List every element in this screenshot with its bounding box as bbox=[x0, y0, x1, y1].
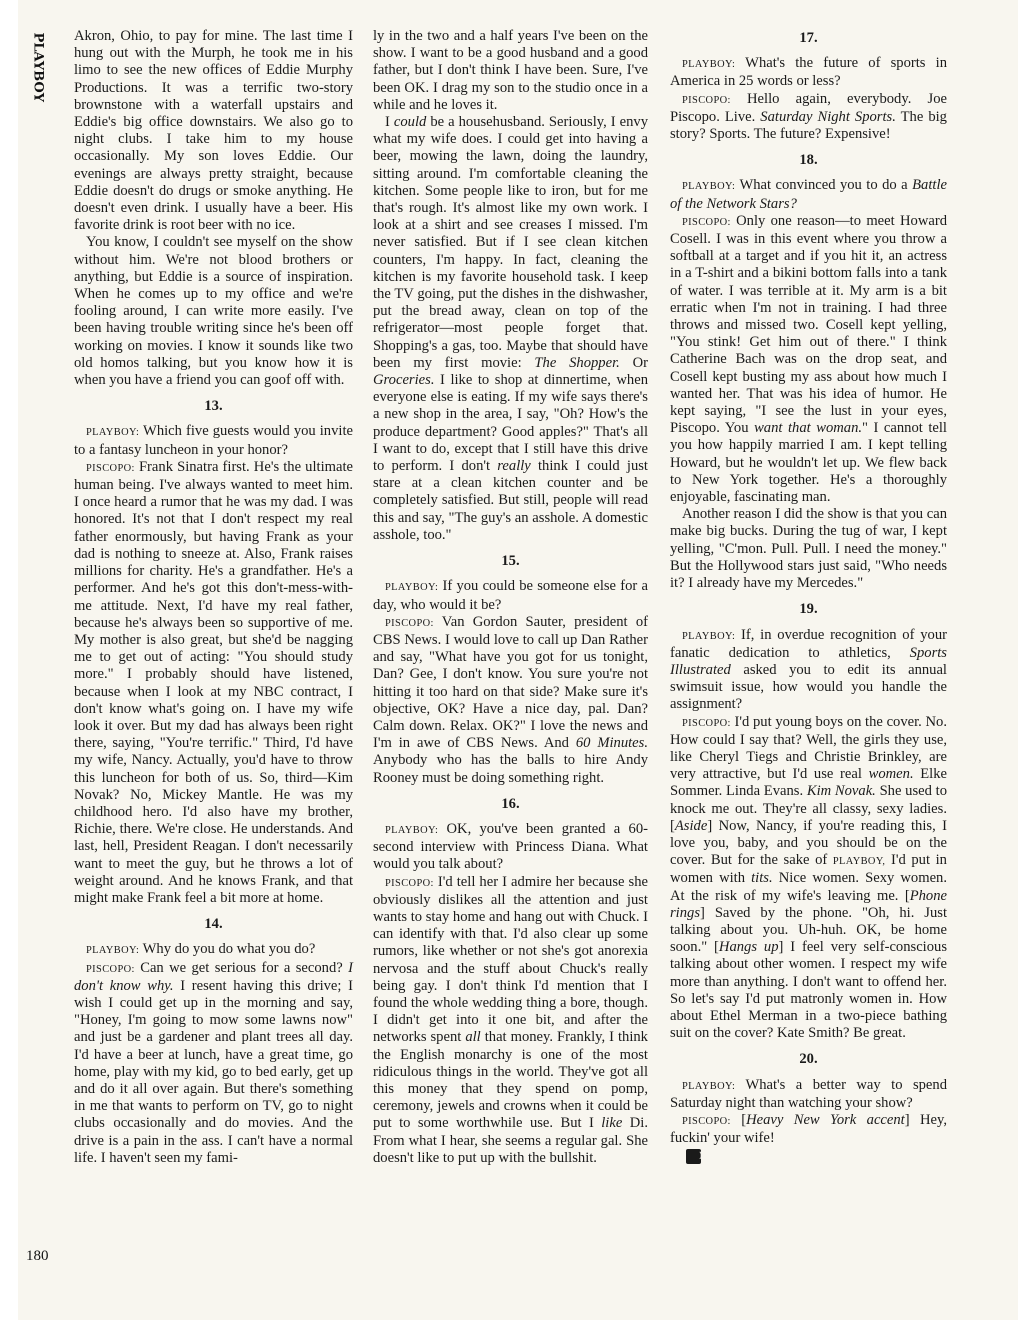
text: I like to shop at dinnertime, when everyone else is eating. If my wife says there's a new shop in the area, I say, "Oh? How's the produce department? Good apples?" That's all I want to do, except that I still have this drive to perform. I don't bbox=[373, 372, 648, 475]
question-text: What convinced you to do a bbox=[739, 177, 908, 194]
question-text: If you could be someone else for a day, who would it be? bbox=[373, 578, 648, 613]
answer-italic: Heavy New York accent bbox=[746, 1111, 905, 1128]
paragraph: Another reason I did the show is that you can make big bucks. During the tug of war, I kept yelling, "C'mon. Pull. Pull. I need the money." But the Hollywood stars just said, "Who needs it? I already have my Mercedes." bbox=[670, 506, 947, 592]
answer-italic: women. bbox=[868, 766, 914, 783]
answer-16 bbox=[373, 874, 648, 1167]
answer-text: Anybody who has the balls to hire Andy Rooney must be doing something right. bbox=[373, 752, 648, 786]
magazine-side-label bbox=[26, 32, 50, 102]
answer-text: " I cannot tell you how happily married I am. I kept telling Howard, but he wouldn't let up. We flew back to New York together. He's a thoroughly enjoyable, fascinating man. bbox=[670, 420, 947, 506]
text: think I could just stare at a clean kitchen counter and be completely satisfied. But still, people will read this and say, "The guy's an asshole. A domestic asshole, too." bbox=[373, 458, 648, 543]
answer-italic: Kim Novak. bbox=[806, 783, 876, 800]
speaker-piscopo: PISCOPO: bbox=[86, 462, 135, 474]
question-number-20: 20. bbox=[799, 1051, 818, 1068]
page-number: 180 bbox=[26, 1248, 49, 1264]
answer-italic: I don't know why. bbox=[74, 959, 353, 994]
answer-italic: Phone rings bbox=[670, 887, 947, 921]
question-19 bbox=[670, 627, 947, 714]
speaker-piscopo: PISCOPO: bbox=[682, 216, 731, 228]
answer-text: The big story? Sports. The future? Expensive! bbox=[670, 108, 947, 143]
speaker-piscopo: PISCOPO: bbox=[682, 94, 731, 106]
answer-text: I resent having this drive; I wish I could get up in the morning and say, "Honey, I'm going to mow some lawns now" and just be a gardener and plant trees all day. I'd have a beer at lunch, have a great time, go home, play with my kid, go to bed early, get up and do it all over again. But there's something in me that wants to perform on TV, go to night clubs occasionally and do movies. And the drive is a pain in the ass. I can't have a normal life. I haven't seen my fami- bbox=[74, 977, 353, 1166]
answer-18 bbox=[670, 213, 947, 506]
answer-text: Elke Sommer. Linda Evans. bbox=[670, 766, 948, 800]
speaker-piscopo: PISCOPO: bbox=[682, 717, 731, 729]
answer-15 bbox=[373, 614, 648, 787]
answer-text: Di. From what I hear, she seems a regular gal. She doesn't like to put up with the bullshit. bbox=[373, 1115, 648, 1166]
column-2 bbox=[373, 28, 648, 1167]
answer-text: ] I feel very self-conscious talking about other women. I respect my wife more than anything. I don't want to offend her. So let's say I'd put matronly women in. How about Ethel Merman in a two-piece bathing suit on the cover? Kate Smith? Be great. bbox=[670, 939, 947, 1042]
question-text: OK, you've been granted a 60-second interview with Princess Diana. What would you talk about? bbox=[373, 820, 648, 873]
column-1 bbox=[74, 28, 353, 1167]
paragraph: ly in the two and a half years I've been on the show. I want to be a good husband and a good father, but I don't think I have been. Sure, I've been OK. I drag my son to the studio once in a while and he loves it. bbox=[373, 28, 648, 113]
question-text: Why do you do what you do? bbox=[142, 941, 316, 958]
paragraph bbox=[373, 114, 648, 544]
speaker-piscopo: PISCOPO: bbox=[86, 963, 135, 975]
answer-text: Hello again, everybody. Joe Piscopo. Live. bbox=[670, 90, 947, 125]
answer-text: ] Now, Nancy, if you're reading this, I love you, baby, and you should be on the cover. But for the sake of bbox=[670, 817, 947, 869]
magazine-name: PLAYBOY bbox=[30, 32, 46, 102]
answer-text: ] Hey, fuckin' your wife! bbox=[670, 1111, 947, 1147]
answer-text: Only one reason—to meet Howard Cosell. I was in this event where you throw a softball at a target and if you hit it, an actress in a T-shirt and a bikini bottom falls into a tank of water. I was terrible at it. My arm is a bit erratic when I'm not in training. I had three throws and missed two. Cosell kept yelling, "You stink! Get him out of there." I think Catherine Bach was on the drop seat, and Cosell kept busting my ass about how much I wanted her. That was his idea of humor. He kept saying, "I see the lust in your eyes, Piscopo. You bbox=[670, 212, 947, 437]
answer-italic: Hangs up bbox=[718, 939, 779, 956]
column-3 bbox=[670, 28, 947, 1165]
answer-italic: like bbox=[601, 1115, 623, 1132]
question-text: What's the future of sports in America in 25 words or less? bbox=[670, 55, 947, 90]
answer-text: I'd put young boys on the cover. No. How could I say that? Well, the girls they use, like Cheryl Tiegs and Christie Brinkley, are very attractive, but I'd use real bbox=[670, 713, 948, 783]
speaker-playboy: PLAYBOY: bbox=[86, 945, 140, 957]
question-20 bbox=[670, 1077, 947, 1112]
speaker-playboy: PLAYBOY: bbox=[86, 427, 140, 439]
question-number-14: 14. bbox=[204, 916, 223, 933]
question-text: What's a better way to spend Saturday night than watching your show? bbox=[670, 1076, 947, 1111]
question-number-19: 19. bbox=[799, 601, 818, 618]
paragraph: You know, I couldn't see myself on the show without him. We're not blood brothers or anything, but Eddie is a source of inspiration. When he comes up to my office and we're fooling around, I can write more easily. I've been having trouble writing since he's been off working on movies. I know it sounds like two old homos talking, but you know how it is when you have a friend you can goof off with. bbox=[74, 234, 353, 389]
answer-17 bbox=[670, 91, 947, 144]
answer-italic: Saturday Night Sports. bbox=[760, 108, 896, 125]
answer-text: that money. Frankly, I think the English monarchy is one of the most ridiculous things in the world. They've got all this money that they spend on pomp, ceremony, jewels and crowns when it could be put to some worthwhile use. But I bbox=[373, 1029, 648, 1132]
question-number-18: 18. bbox=[799, 152, 818, 169]
speaker-piscopo: PISCOPO: bbox=[385, 617, 434, 629]
speaker-playboy: PLAYBOY: bbox=[682, 181, 736, 193]
speaker-playboy: PLAYBOY: bbox=[385, 824, 439, 836]
question-number-15: 15. bbox=[501, 553, 520, 570]
end-mark bbox=[670, 1147, 947, 1164]
playboy-smallcaps: PLAYBOY, bbox=[832, 856, 886, 868]
answer-text: She used to knock me out. They're all classy, sexy ladies. [ bbox=[670, 783, 947, 834]
answer-text: ] Saved by the phone. "Oh, hi. Just talking about you. Uh-huh. OK, be home soon." [ bbox=[670, 904, 947, 956]
answer-text: Can we get serious for a second? bbox=[140, 959, 343, 976]
question-number-13: 13. bbox=[204, 398, 223, 415]
answer-italic: want that woman. bbox=[754, 420, 863, 437]
answer-italic: all bbox=[465, 1029, 481, 1046]
answer-text: I'd tell her I admire her because she obviously dislikes all the attention and just wants to stay home and hang out with Chuck. I can identify with that. I'd also clear up some rumors, like whether or not she's got anorexia nervosa and the stuff about Chuck's really being gay. I don't think I'd mention that I found the whole wedding thing a bore, though. I didn't get into it one bit, and after the networks spent bbox=[373, 873, 648, 1046]
answer-text: I'd put in women with bbox=[670, 852, 947, 887]
question-18 bbox=[670, 177, 947, 212]
answer-text: [ bbox=[741, 1111, 747, 1128]
answer-13 bbox=[74, 459, 353, 907]
answer-italic: 60 Minutes. bbox=[575, 735, 648, 752]
answer-text: Nice women. Sexy women. At the risk of my wife's leaving me. [ bbox=[670, 870, 947, 904]
magazine-page bbox=[18, 0, 1018, 1320]
question-italic: Sports Illustrated bbox=[670, 644, 947, 678]
question-number-16: 16. bbox=[501, 795, 520, 812]
italic-text: The Shopper. bbox=[534, 354, 620, 371]
speaker-playboy: PLAYBOY: bbox=[682, 630, 736, 642]
text: be a househusband. Seriously, I envy what my wife does. I could get into having a beer, mowing the lawn, doing the laundry, sitting around. I'm comfortable cleaning the kitchen. Some people like to iron, but for me that's rough. It's almost like my own work. I look at a shirt and see creases I missed. I'm never satisfied. But if I see clean kitchen counters, I'm happy. In fact, cleaning the kitchen is my favorite household task. I keep the TV going, put the dishes in the dishwasher, put the bread away, clean on top of the refrigerator—most people forget that. Shopping's a gas, too. Maybe that should have been my first movie: bbox=[373, 114, 648, 371]
question-16 bbox=[373, 821, 648, 874]
paragraph: Akron, Ohio, to pay for mine. The last time I hung out with the Murph, he took me in his limo to see the new offices of Eddie Murphy Productions. It was a terrific two-story brownstone with a waterfall upstairs and Eddie's big office downstairs. We also go to night clubs. I take him to my house occasionally. My son loves Eddie. Our evenings are always pretty straight, because Eddie doesn't do drugs or smoke anything. He doesn't even drink. I usually have a beer. His favorite drink is root beer with no ice. bbox=[74, 28, 353, 234]
question-13 bbox=[74, 423, 353, 458]
question-text: asked you to edit its annual swimsuit issue, how would you handle the assignment? bbox=[670, 661, 947, 713]
speaker-playboy: PLAYBOY: bbox=[682, 59, 736, 71]
answer-italic: tits. bbox=[751, 870, 773, 887]
text: I bbox=[385, 114, 390, 131]
question-14 bbox=[74, 941, 353, 959]
answer-text: Frank Sinatra first. He's the ultimate human being. I've always wanted to meet him. I once heard a rumor that he was my dad. I was honored. It's not that I don't respect my real father enormously, but having Frank as your dad is nothing to sneeze at. Also, Frank raises millions for charity. He's a grandfather. He's a performer. And he's got this don't-mess-with-me attitude. Next, I'd have my real father, because he's always been so supportive of me. My mother is also great, but she'd be nagging me to get out of acting: "You should study more." I probably should have listened, because when I look at my NBC contract, I don't know what's going on. I have my wife look it over. But my dad has always been right there, saying, "You're terrific." Third, I'd have my wife, Nancy. Actually, you'd have to throw this luncheon for both of us. So, third—Kim Novak? No, Mickey Mantle. He was my childhood hero. I'd also have my brother, Richie, there. We're close. He understands. And last, hell, President Reagan. I don't necessarily want to meet the guy, but he throws a lot of weight around. And he knows Frank, and that might make Frank feel a bit more at home. bbox=[74, 458, 353, 906]
question-text: If, in overdue recognition of your fanatic dedication to athletics, bbox=[670, 626, 947, 661]
answer-20 bbox=[670, 1112, 947, 1147]
speaker-piscopo: PISCOPO: bbox=[385, 877, 434, 889]
speaker-piscopo: PISCOPO: bbox=[682, 1115, 731, 1127]
italic-text: Groceries. bbox=[373, 372, 435, 389]
question-17 bbox=[670, 55, 947, 90]
text: Or bbox=[632, 354, 648, 371]
question-15 bbox=[373, 578, 648, 613]
answer-italic: Aside bbox=[674, 817, 708, 834]
question-number-17: 17. bbox=[799, 30, 818, 46]
italic-text: really bbox=[497, 458, 531, 475]
rabbit-logo-icon: ♜ bbox=[686, 1149, 701, 1164]
speaker-playboy: PLAYBOY: bbox=[385, 582, 439, 594]
answer-19 bbox=[670, 714, 947, 1043]
question-text: Which five guests would you invite to a fantasy luncheon in your honor? bbox=[74, 423, 353, 458]
answer-14 bbox=[74, 960, 353, 1167]
speaker-playboy: PLAYBOY: bbox=[682, 1080, 736, 1092]
italic-text: could bbox=[393, 114, 427, 131]
question-italic: Battle of the Network Stars? bbox=[670, 177, 947, 212]
answer-text: Van Gordon Sauter, president of CBS News. I would love to call up Dan Rather and say, "What have you got for us tonight, Dan? Gee, I don't know. You sure you're not hitting it too hard on that side? Make sure it's objective, OK? Have a nice day, pal. Dan? Calm down. Relax. OK?" I love the news and I'm in awe of CBS News. And bbox=[373, 613, 648, 752]
